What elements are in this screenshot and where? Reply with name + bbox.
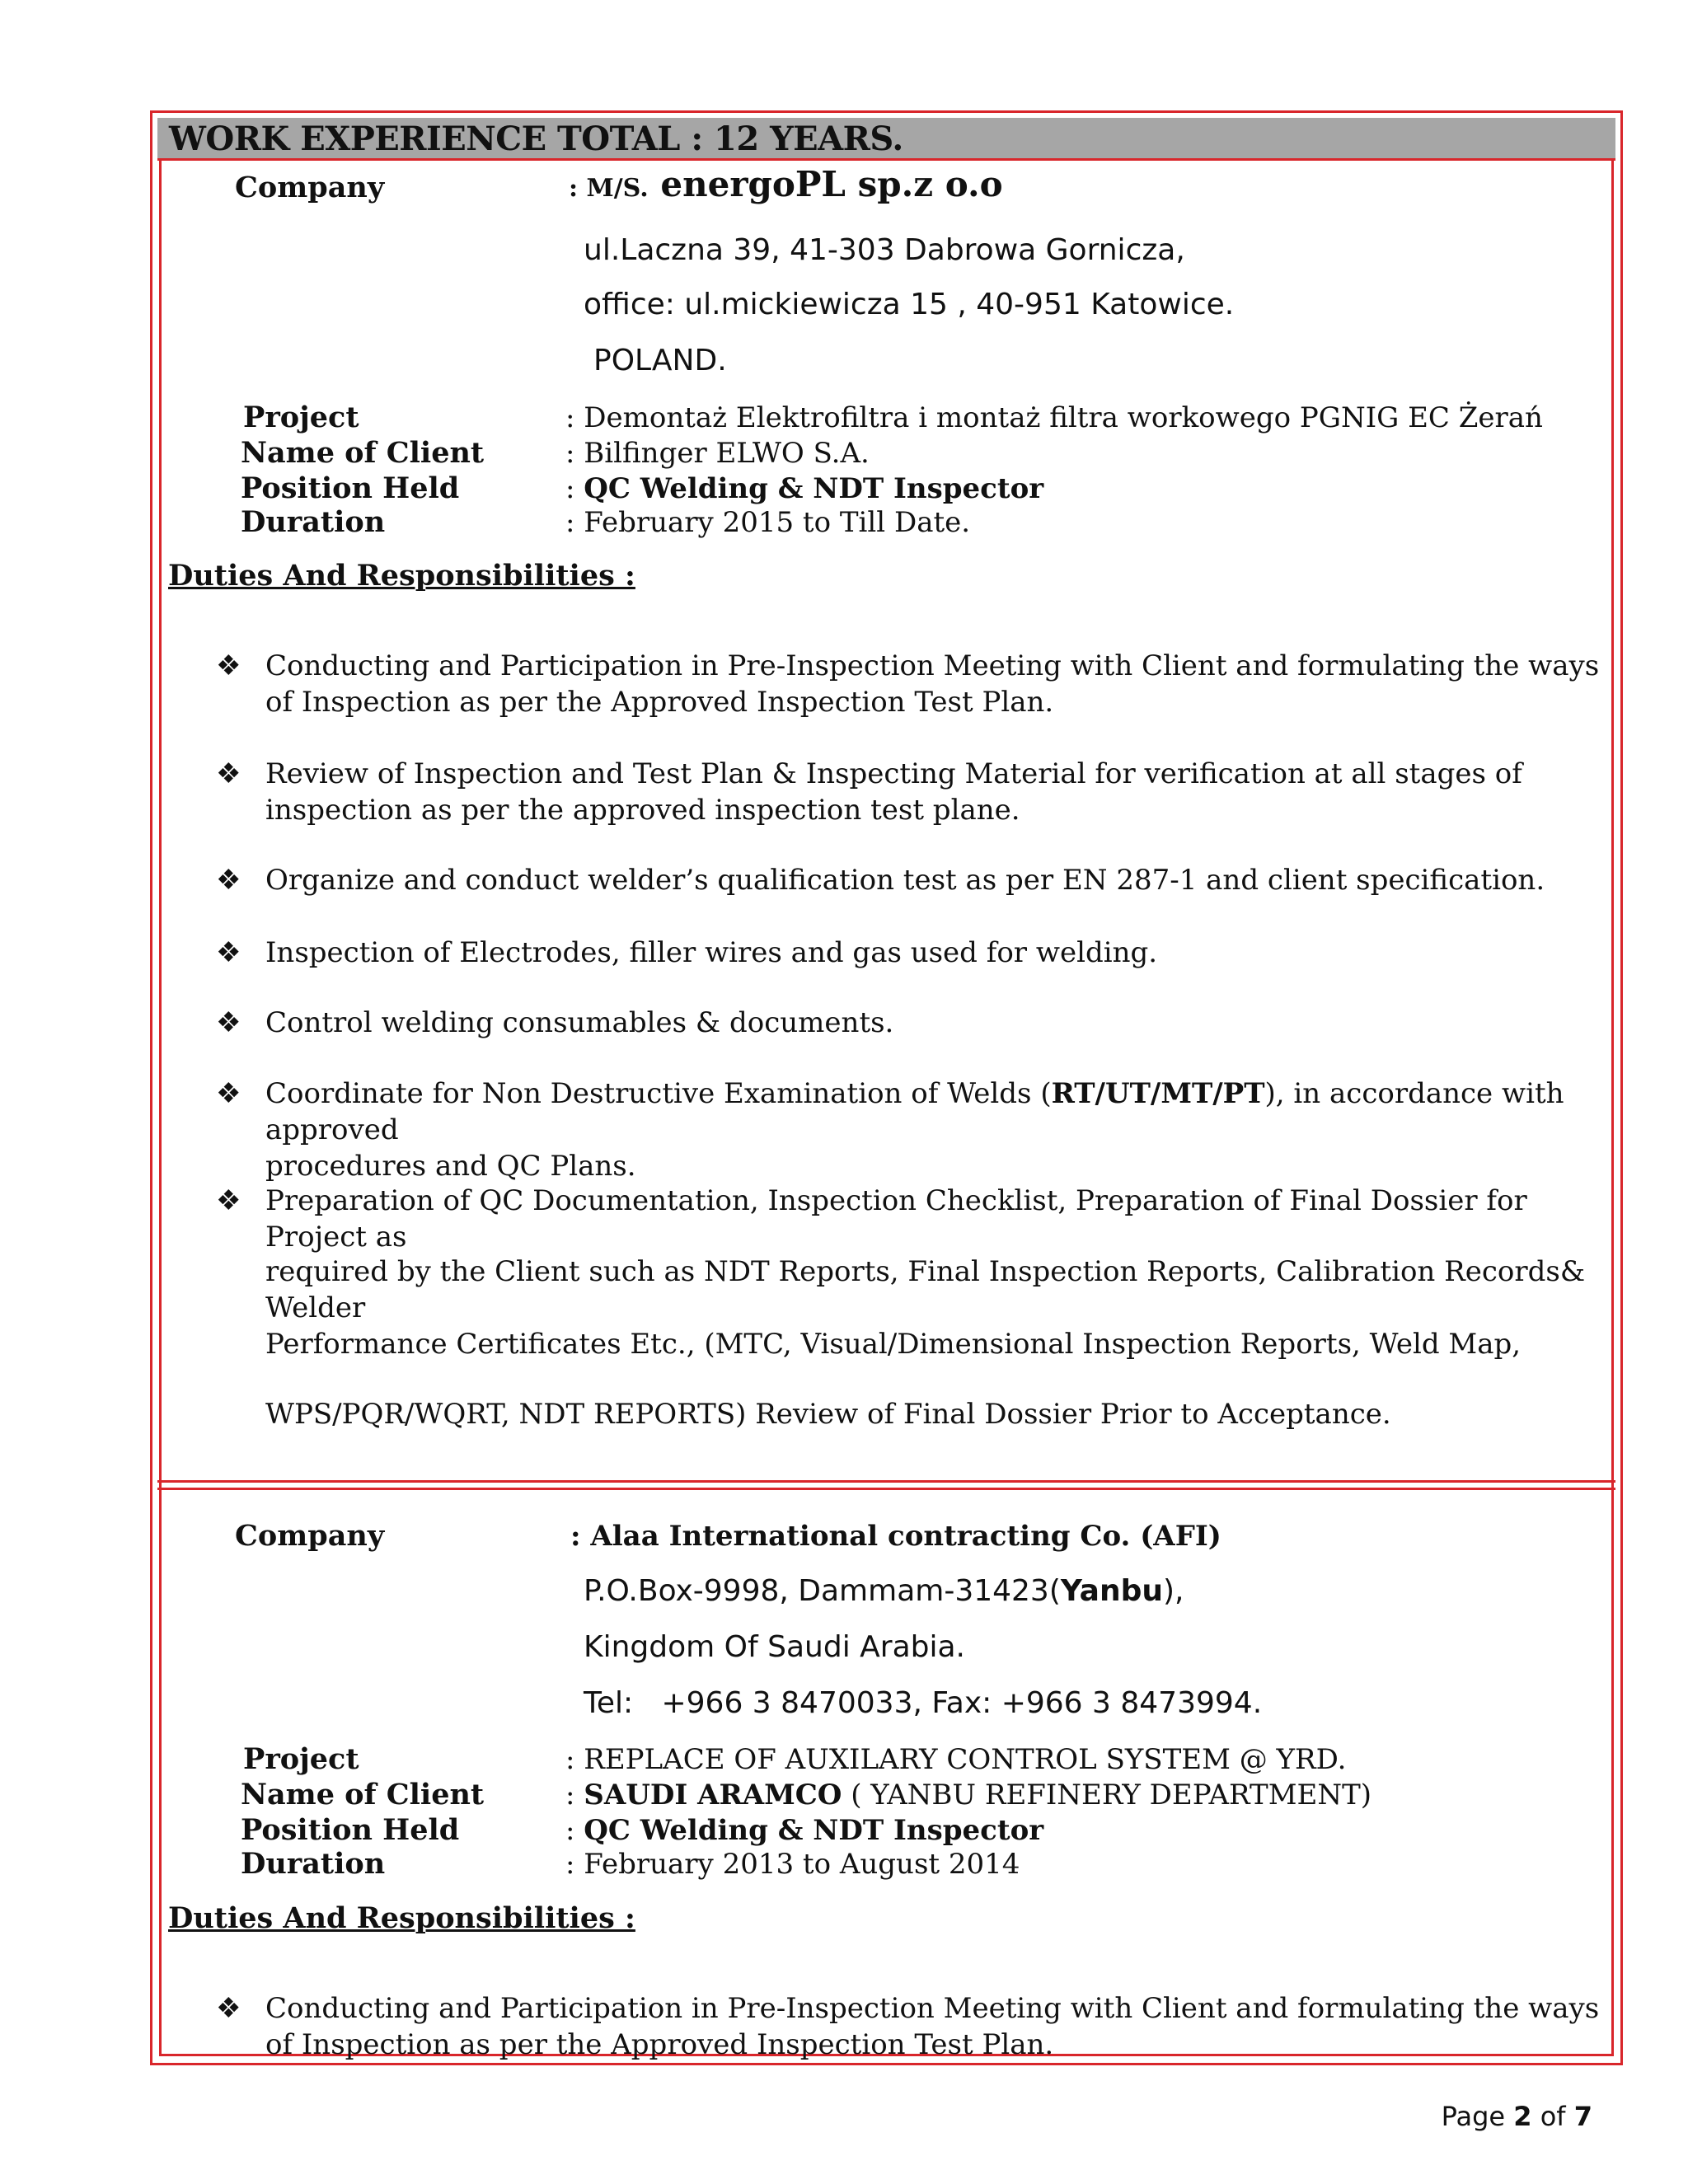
diamond-bullet-icon: ❖ [216,649,241,682]
position-value: : QC Welding & NDT Inspector [565,1814,1044,1847]
company-address-line: P.O.Box-9998, Dammam-31423(Yanbu), [584,1574,1184,1608]
project-value: : Demontaż Elektrofiltra i montaż filtra workowego PGNIG EC Żerań [565,401,1543,434]
duration-label: Duration [241,505,386,539]
duration-value: : February 2015 to Till Date. [565,506,971,539]
company-phone-fax: Tel: +966 3 8470033, Fax: +966 3 8473994. [584,1686,1263,1720]
duties-heading: Duties And Responsibilities : [168,559,635,593]
duty-item-continuation: required by the Client such as NDT Reports, Final Inspection Reports, Calibration Records& Welder [265,1255,1586,1324]
diamond-bullet-icon: ❖ [216,1077,241,1110]
duty-item: Organize and conduct welder’s qualification test as per EN 287-1 and client specification. [265,864,1545,897]
company-address-line: Kingdom Of Saudi Arabia. [584,1630,965,1664]
duration-value: : February 2013 to August 2014 [565,1848,1020,1881]
company-address-line: office: ul.mickiewicza 15 , 40-951 Katowice. [584,288,1235,321]
duty-item: Conducting and Participation in Pre-Inspection Meeting with Client and formulating the ways of Inspection as per the Approved Inspection Test Plan. [265,1992,1600,2061]
duration-label: Duration [241,1847,386,1881]
diamond-bullet-icon: ❖ [216,864,241,897]
duty-item: Conducting and Participation in Pre-Inspection Meeting with Client and formulating the ways of Inspection as per the Approved Inspection Test Plan. [265,649,1600,719]
company-address-line: ul.Laczna 39, 41-303 Dabrowa Gornicza, [584,233,1185,267]
client-label: Name of Client [241,1778,485,1811]
company-value: : M/S. energoPL sp.z o.o [569,164,1003,204]
project-label: Project [243,401,359,434]
diamond-bullet-icon: ❖ [216,1992,241,2025]
company-label: Company [235,1519,385,1553]
section-title-bar [157,118,1615,161]
duty-item-continuation: WPS/PQR/WQRT, NDT REPORTS) Review of Final Dossier Prior to Acceptance. [265,1398,1391,1431]
duty-item: Inspection of Electrodes, filler wires and gas used for welding. [265,936,1158,969]
company-value: : Alaa International contracting Co. (AFI) [570,1520,1221,1553]
client-value: : Bilfinger ELWO S.A. [565,437,870,470]
duty-item: Review of Inspection and Test Plan & Inspecting Material for verification at all stages of inspection as per the approved inspection test plane. [265,757,1522,827]
project-label: Project [243,1742,359,1776]
duty-item-continuation: Performance Certificates Etc., (MTC, Visual/Dimensional Inspection Reports, Weld Map, [265,1328,1522,1361]
client-label: Name of Client [241,436,485,470]
diamond-bullet-icon: ❖ [216,1184,241,1217]
section-title: WORK EXPERIENCE TOTAL : 12 YEARS. [169,120,903,158]
duty-item: Control welding consumables & documents. [265,1006,894,1039]
project-value: : REPLACE OF AUXILARY CONTROL SYSTEM @ YRD. [565,1743,1347,1776]
company-address-line: POLAND. [593,344,727,377]
diamond-bullet-icon: ❖ [216,757,241,790]
job-divider [157,1480,1615,1483]
position-label: Position Held [241,1813,460,1847]
duty-item: Preparation of QC Documentation, Inspection Checklist, Preparation of Final Dossier for Project as [265,1184,1527,1254]
duty-item: Coordinate for Non Destructive Examination of Welds (RT/UT/MT/PT), in accordance with approved procedures and QC Plans. [265,1077,1564,1183]
diamond-bullet-icon: ❖ [216,1006,241,1039]
diamond-bullet-icon: ❖ [216,936,241,969]
client-value: : SAUDI ARAMCO ( YANBU REFINERY DEPARTMENT) [565,1779,1372,1811]
position-value: : QC Welding & NDT Inspector [565,472,1044,505]
job-divider [157,1488,1615,1490]
company-label: Company [235,171,385,204]
duties-heading: Duties And Responsibilities : [168,1901,635,1935]
position-label: Position Held [241,471,460,505]
page-number: Page 2 of 7 [1441,2101,1592,2132]
